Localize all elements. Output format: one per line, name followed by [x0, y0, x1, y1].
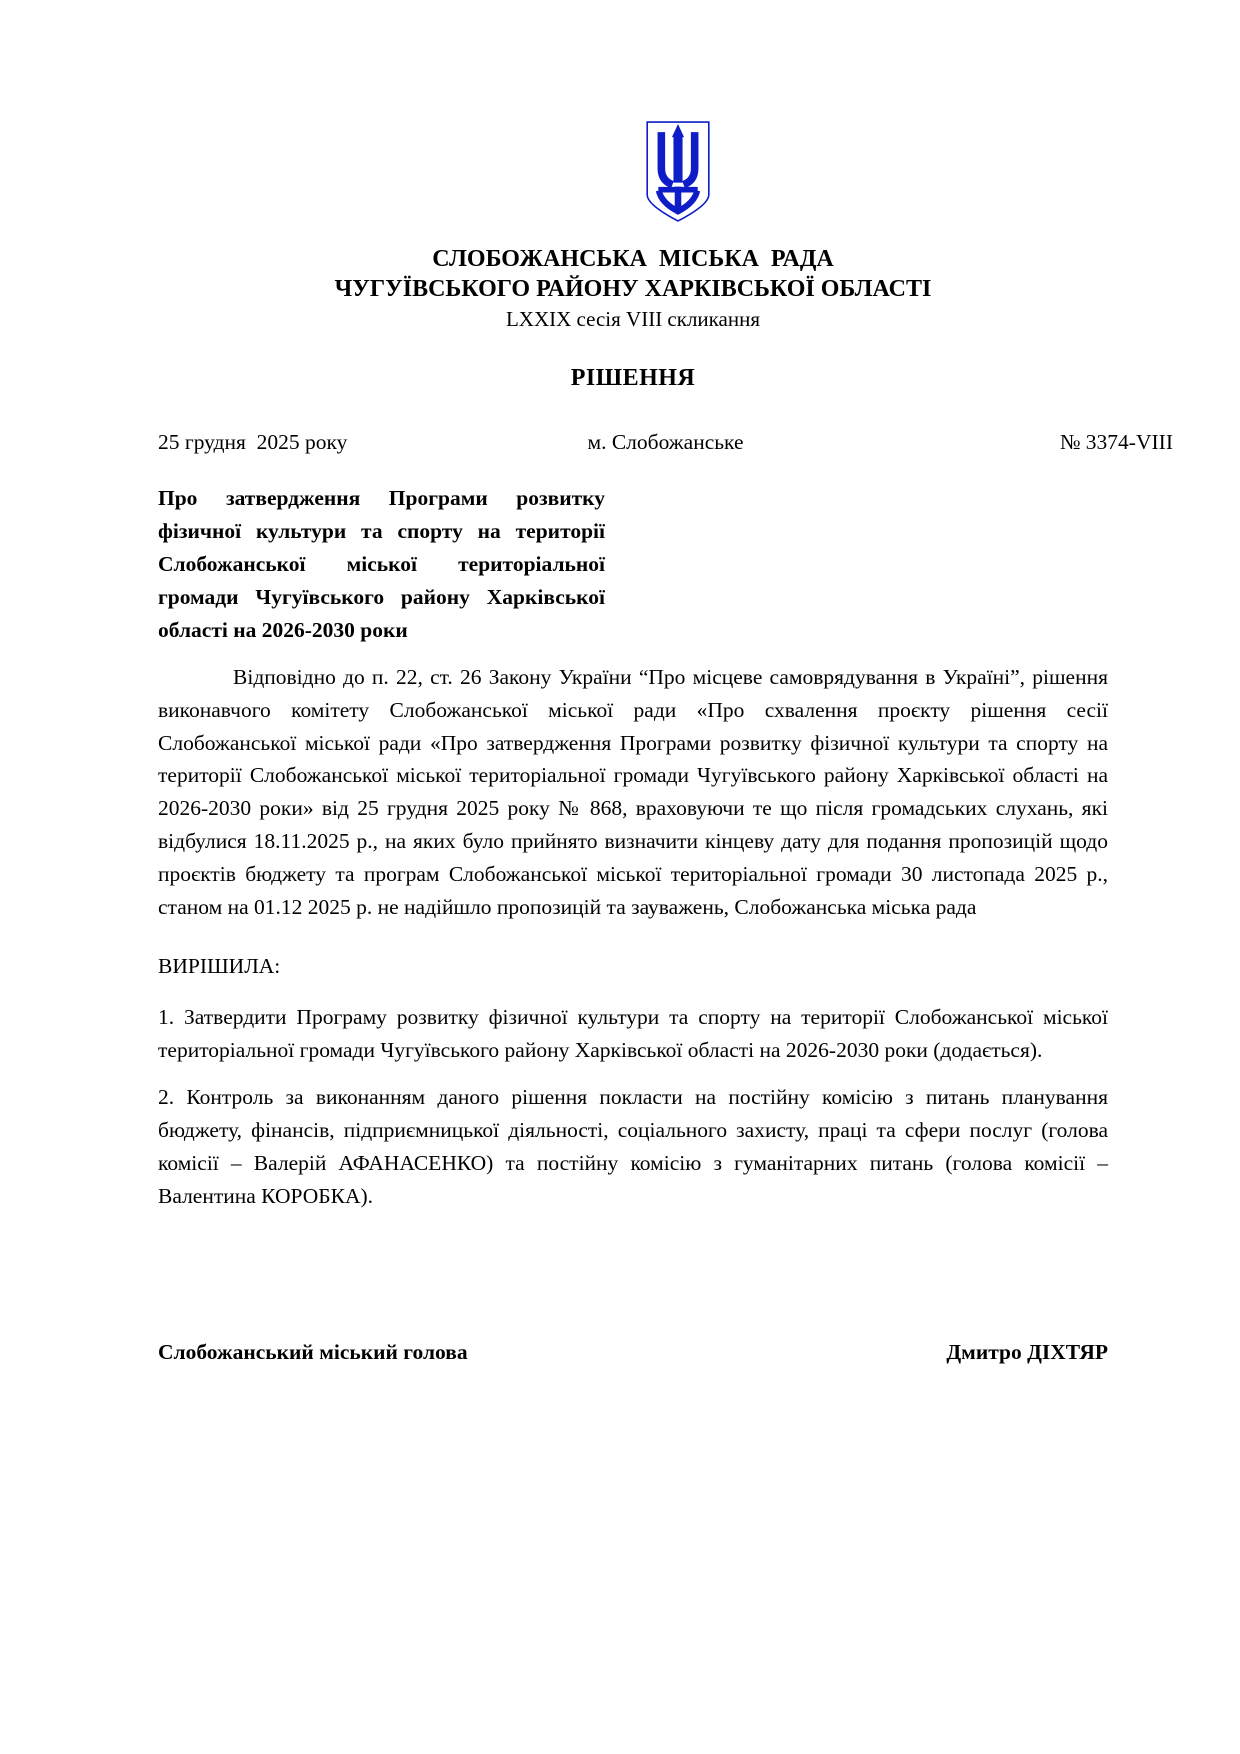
decision-item-1: 1. Затвердити Програму розвитку фізичної культури та спорту на території Слобожанської міської територіальної громади Чугуївського району Харківської області на 2026-2030 роки (додається). [158, 1005, 1108, 1063]
emblem-container [203, 120, 1153, 224]
meta-place: м. Слобожанське [587, 430, 744, 454]
signature-row [158, 1338, 1108, 1366]
meta-row [158, 428, 1173, 456]
meta-number: № 3374-VIII [1059, 430, 1173, 454]
org-name: СЛОБОЖАНСЬКА МІСЬКА РАДА [432, 246, 834, 272]
signature-name: Дмитро ДІХТЯР [946, 1340, 1108, 1365]
tryzub-trident-icon [644, 120, 712, 224]
decision-item-2: 2. Контроль за виконанням даного рішення покласти на постійну комісію з питань планування бюджету, фінансів, підприємницької діяльності, соціального захисту, праці та сфери послуг (голова комісії – Валерій АФАНАСЕНКО) та постійну комісію з гуманітарних питань (голова комісії – Валентина КОРОБКА). [158, 1085, 1108, 1209]
resolved-label: ВИРІШИЛА: [158, 954, 281, 979]
doc-type-title: РІШЕННЯ [570, 365, 696, 391]
signature-title: Слобожанський міський голова [158, 1340, 468, 1365]
session-line: LXXIX сесія VIII скликання [505, 307, 761, 331]
preamble-paragraph: Відповідно до п. 22, ст. 26 Закону України “Про місцеве самоврядування в Україні”, рішення виконавчого комітету Слобожанської міської ради «Про схвалення проєкту рішення сесії Слобожанської міської ради «Про затвердження Програми розвитку фізичної культури та спорту на території Слобожанської міської територіальної громади Чугуївського району Харківської області на 2026-2030 роки» від 25 грудня 2025 року № 868, враховуючи те що після громадських слухань, які відбулися 18.11.2025 р., на яких було прийнято визначити кінцеву дату для подання пропозицій щодо проєктів бюджету та програм Слобожанської міської територіальної громади 30 листопада 2025 р., станом на 01.12 2025 р. не надійшло пропозицій та зауважень, Слобожанська міська рада [158, 665, 1108, 919]
document-header [158, 244, 1108, 334]
meta-date: 25 грудня 2025 року [158, 430, 348, 454]
subject-paragraph: Про затвердження Програми розвитку фізичної культури та спорту на території Слобожанської міської територіальної громади Чугуївського району Харківської області на 2026-2030 роки [158, 486, 605, 642]
org-region: ЧУГУЇВСЬКОГО РАЙОНУ ХАРКІВСЬКОЇ ОБЛАСТІ [334, 276, 932, 302]
